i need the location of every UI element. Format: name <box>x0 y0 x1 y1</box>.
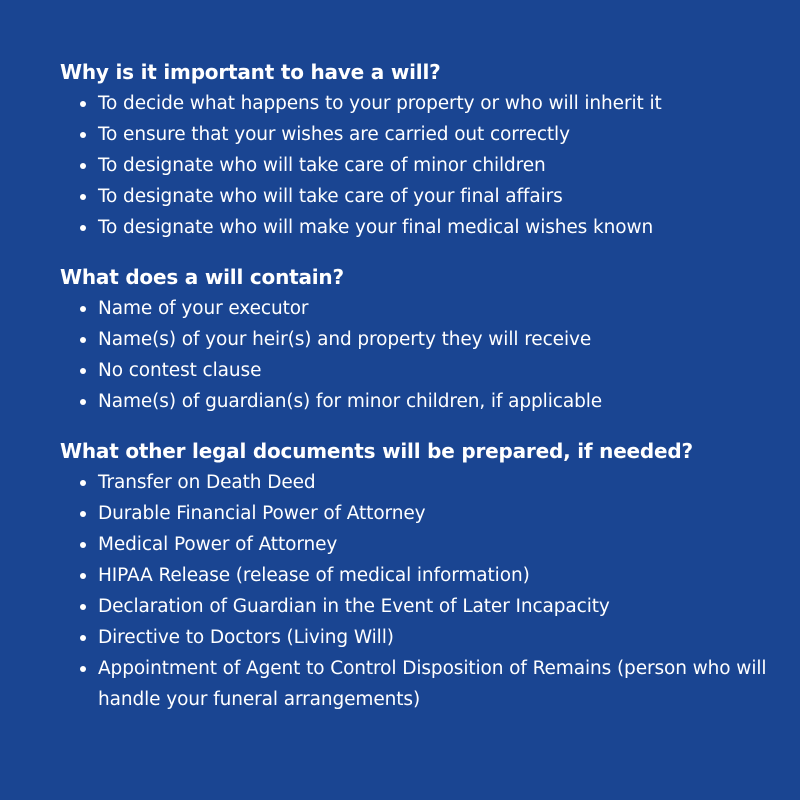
list-item <box>60 386 780 417</box>
bullet-icon <box>80 306 86 312</box>
list-item <box>60 467 780 498</box>
section-heading: What does a will contain? <box>60 265 344 289</box>
bullet-icon <box>80 511 86 517</box>
list-item-text: Name of your executor <box>98 298 309 319</box>
bullet-icon <box>80 542 86 548</box>
bullet-icon <box>80 225 86 231</box>
list-item-text: Directive to Doctors (Living Will) <box>98 627 394 648</box>
section-other-documents <box>60 435 780 715</box>
section-heading: Why is it important to have a will? <box>60 60 441 84</box>
list-item-text: Appointment of Agent to Control Disposition of Remains (person who will handle your funeral arrangements) <box>98 658 767 710</box>
list-item <box>60 212 780 243</box>
bullet-list <box>60 467 780 715</box>
list-item <box>60 653 780 715</box>
list-item-text: Name(s) of your heir(s) and property they will receive <box>98 329 592 350</box>
list-item <box>60 560 780 591</box>
list-item-text: Declaration of Guardian in the Event of Later Incapacity <box>98 596 610 617</box>
list-item-text: Durable Financial Power of Attorney <box>98 503 426 524</box>
bullet-icon <box>80 163 86 169</box>
list-item-text: Medical Power of Attorney <box>98 534 338 555</box>
list-item-text: To designate who will take care of minor children <box>98 155 546 176</box>
list-item <box>60 324 780 355</box>
list-item <box>60 150 780 181</box>
list-item-text: To designate who will take care of your final affairs <box>98 186 563 207</box>
list-item-text: Name(s) of guardian(s) for minor children, if applicable <box>98 391 603 412</box>
section-why-will <box>60 56 780 243</box>
bullet-icon <box>80 635 86 641</box>
list-item-text: Transfer on Death Deed <box>98 472 316 493</box>
bullet-icon <box>80 573 86 579</box>
bullet-icon <box>80 132 86 138</box>
list-item <box>60 355 780 386</box>
bullet-icon <box>80 666 86 672</box>
bullet-icon <box>80 368 86 374</box>
bullet-list <box>60 293 780 417</box>
bullet-icon <box>80 399 86 405</box>
list-item <box>60 529 780 560</box>
list-item <box>60 88 780 119</box>
list-item-text: HIPAA Release (release of medical information) <box>98 565 530 586</box>
list-item-text: To ensure that your wishes are carried out correctly <box>98 124 570 145</box>
bullet-icon <box>80 194 86 200</box>
list-item <box>60 181 780 212</box>
bullet-icon <box>80 337 86 343</box>
list-item-text: To decide what happens to your property or who will inherit it <box>98 93 662 114</box>
list-item <box>60 293 780 324</box>
list-item <box>60 119 780 150</box>
section-heading: What other legal documents will be prepared, if needed? <box>60 439 693 463</box>
list-item <box>60 498 780 529</box>
bullet-icon <box>80 480 86 486</box>
section-will-contents <box>60 261 780 417</box>
bullet-icon <box>80 604 86 610</box>
bullet-icon <box>80 101 86 107</box>
list-item-text: No contest clause <box>98 360 262 381</box>
list-item <box>60 591 780 622</box>
bullet-list <box>60 88 780 243</box>
list-item <box>60 622 780 653</box>
list-item-text: To designate who will make your final medical wishes known <box>98 217 654 238</box>
